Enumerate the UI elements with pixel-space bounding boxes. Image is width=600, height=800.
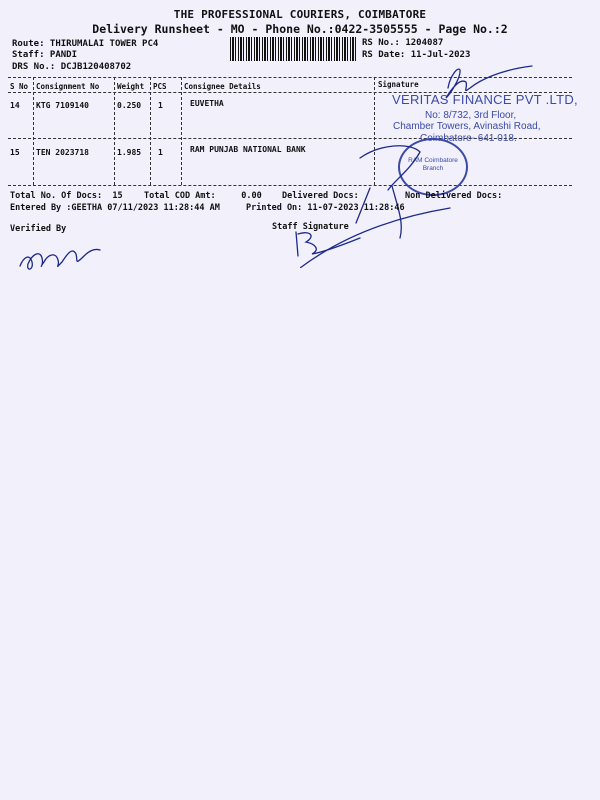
row-pcs: 1 <box>158 101 163 110</box>
staff-signature-label: Staff Signature <box>272 222 349 232</box>
signature-row14 <box>446 66 532 98</box>
row-consignment: KTG 7109140 <box>36 101 89 110</box>
drs-number: DRS No.: DCJB120408702 <box>12 62 132 72</box>
company-title: THE PROFESSIONAL COURIERS, COIMBATORE <box>173 8 427 21</box>
col-divider <box>114 77 115 185</box>
col-header-signature: Signature <box>378 80 419 89</box>
col-header-pcs: PCS <box>153 82 167 91</box>
col-divider <box>150 77 151 185</box>
row-consignment: TEN 2023718 <box>36 148 89 157</box>
verifier-signature <box>14 236 104 278</box>
non-delivered-docs: Non Delivered Docs: <box>405 191 503 201</box>
col-header-consignment: Consignment No <box>36 82 100 91</box>
runsheet-title: Delivery Runsheet - MO - Phone No.:0422-3505555 - Page No.:2 <box>92 22 508 36</box>
stamp-address-line3: Coimbatore- 641 018. <box>420 133 517 144</box>
col-header-sno: S No <box>10 82 29 91</box>
row-consignee: EUVETHA <box>190 99 224 108</box>
rs-date: RS Date: 11-Jul-2023 <box>362 50 471 60</box>
row-weight: 0.250 <box>117 101 142 110</box>
stamp-address-line2: Chamber Towers, Avinashi Road, <box>393 121 541 132</box>
stamp-address-line1: No: 8/732, 3rd Floor, <box>425 110 517 121</box>
row-weight: 1.985 <box>117 148 142 157</box>
col-header-consignee: Consignee Details <box>184 82 261 91</box>
col-header-weight: Weight <box>117 82 145 91</box>
row-sno: 14 <box>10 101 20 110</box>
rs-number: RS No.: 1204087 <box>362 38 444 48</box>
staff-signature <box>290 228 380 260</box>
delivered-docs: Delivered Docs: <box>282 191 359 201</box>
bank-seal-text: RAM Coimbatore Branch <box>408 157 458 172</box>
row-pcs: 1 <box>158 148 163 157</box>
entered-by: Entered By :GEETHA 07/11/2023 11:28:44 AM <box>10 203 220 213</box>
signature-row15 <box>360 146 420 190</box>
col-divider <box>181 77 182 185</box>
total-docs: Total No. Of Docs: 15 <box>10 191 123 201</box>
printed-on: Printed On: 11-07-2023 11:28:46 <box>246 203 405 213</box>
staff-label: Staff: PANDI <box>12 50 78 60</box>
col-divider <box>33 77 34 185</box>
route-label: Route: THIRUMALAI TOWER PC4 <box>12 39 159 49</box>
row-consignee: RAM PUNJAB NATIONAL BANK <box>190 145 306 154</box>
row-sno: 15 <box>10 148 20 157</box>
total-cod: Total COD Amt: 0.00 <box>144 191 262 201</box>
stamp-company-name: VERITAS FINANCE PVT .LTD, <box>392 92 578 107</box>
verified-by-label: Verified By <box>10 224 67 234</box>
